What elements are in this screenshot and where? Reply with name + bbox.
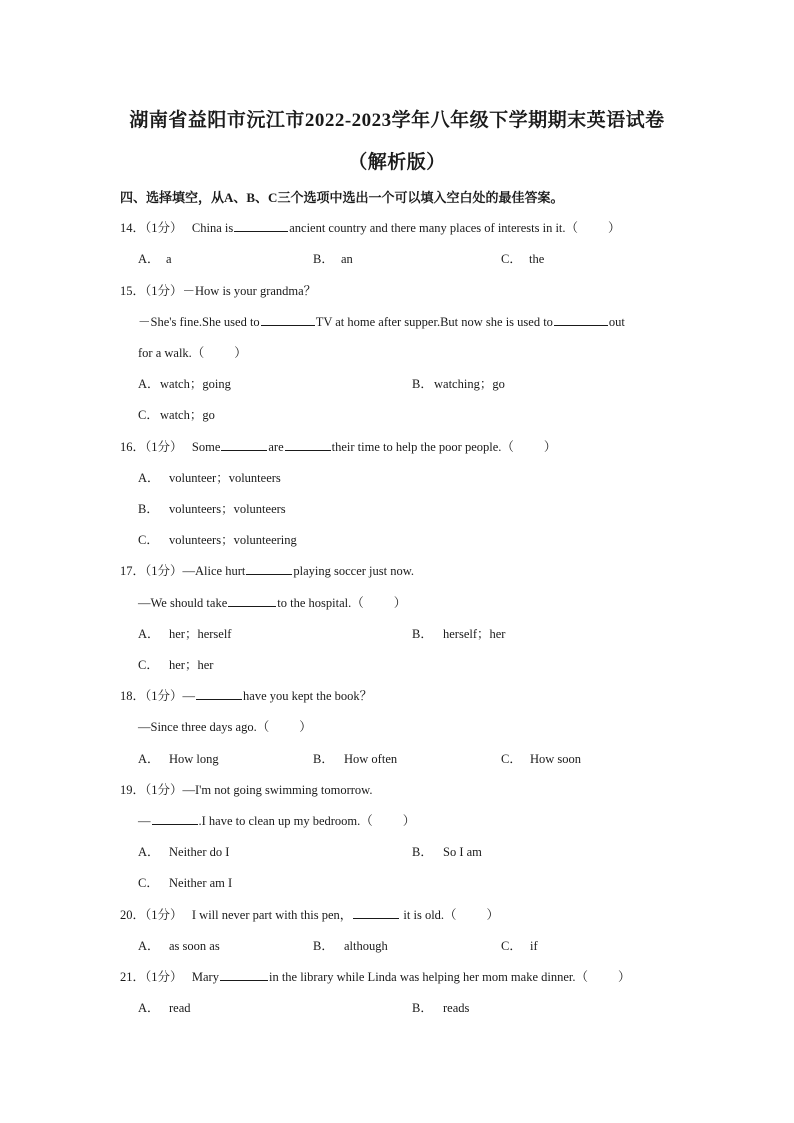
option-text: How soon (530, 752, 582, 766)
question-text: — (138, 814, 151, 828)
question-text: are (268, 440, 284, 454)
option-text: her；herself (169, 627, 232, 641)
option-text: herself；her (443, 627, 506, 641)
option-b (138, 499, 286, 517)
answer-blank (234, 218, 288, 232)
option-letter: C． (501, 939, 522, 953)
question-18 (120, 686, 372, 704)
option-b (412, 374, 505, 392)
option-text: So I am (443, 845, 482, 859)
question-number: 21．（1分） (120, 970, 183, 984)
question-number: 19．（1分） (120, 783, 183, 797)
option-a (138, 374, 231, 392)
option-letter: B． (412, 845, 433, 859)
option-letter: C． (501, 252, 522, 266)
option-text: volunteers；volunteers (169, 502, 286, 516)
option-letter: B． (412, 377, 433, 391)
question-20 (120, 905, 499, 923)
option-letter: B． (313, 939, 334, 953)
option-letter: A． (138, 1001, 160, 1015)
answer-blank (554, 312, 608, 326)
option-text: volunteers；volunteering (169, 533, 297, 547)
question-text: TV at home after supper.But now she is used to (315, 315, 553, 329)
option-letter: C． (501, 752, 522, 766)
question-text: to the hospital.（ (277, 596, 364, 610)
question-text: —We should take (138, 596, 228, 610)
option-c (138, 405, 215, 423)
answer-blank (246, 561, 292, 575)
question-15-line-2 (138, 312, 625, 330)
question-text: ） (486, 908, 500, 922)
question-16 (120, 437, 556, 455)
option-b (412, 624, 505, 642)
option-letter: A． (138, 377, 160, 391)
question-21 (120, 967, 631, 985)
option-a (138, 998, 191, 1016)
option-letter: B． (138, 502, 159, 516)
answer-blank (196, 686, 242, 700)
question-text: ） (543, 440, 557, 454)
question-number: 17．（1分） (120, 564, 183, 578)
option-c (501, 749, 581, 767)
question-text: —Since three days ago.（ (138, 720, 270, 734)
question-text: －How is your grandma？ (182, 284, 317, 298)
question-text: ） (608, 221, 621, 235)
option-a (138, 468, 281, 486)
question-text: — (182, 689, 196, 703)
option-letter: C． (138, 533, 159, 547)
option-text: read (169, 1001, 191, 1015)
question-number: 14．（1分） (120, 221, 183, 235)
option-text: reads (443, 1001, 470, 1015)
option-c (138, 655, 213, 673)
option-b (412, 998, 469, 1016)
option-text: Neither am I (169, 876, 233, 890)
question-text: it is old.（ (403, 908, 457, 922)
option-c (501, 936, 538, 954)
option-letter: A． (138, 471, 160, 485)
answer-blank (220, 967, 268, 981)
question-number: 18．（1分） (120, 689, 183, 703)
option-text: volunteer；volunteers (169, 471, 281, 485)
option-c (138, 530, 297, 548)
option-a (138, 749, 219, 767)
option-letter: C． (138, 658, 159, 672)
question-text: ancient country and there many places of interests in it.（ (289, 221, 579, 235)
question-17-line-2 (138, 593, 406, 611)
option-text: an (341, 252, 353, 266)
option-a (138, 936, 220, 954)
option-letter: A． (138, 845, 160, 859)
question-text: ） (618, 970, 631, 984)
answer-blank (221, 437, 267, 451)
option-letter: B． (313, 252, 334, 266)
question-number: 15．（1分） (120, 284, 183, 298)
option-b (313, 936, 388, 954)
option-text: as soon as (169, 939, 220, 953)
question-text: their time to help the poor people.（ (331, 440, 514, 454)
option-text: watch；going (160, 377, 231, 391)
option-text: the (529, 252, 545, 266)
question-14 (120, 218, 621, 236)
section-heading: 四、选择填空，从A、B、C三个选项中选出一个可以填入空白处的最佳答案。 (120, 190, 564, 205)
option-letter: B． (412, 627, 433, 641)
question-19 (120, 780, 373, 798)
option-text: a (166, 252, 172, 266)
question-number: 16．（1分） (120, 440, 183, 454)
option-text: Neither do I (169, 845, 230, 859)
option-letter: A． (138, 939, 160, 953)
question-text: －She's fine.She used to (138, 315, 260, 329)
option-text: her；her (169, 658, 214, 672)
document-subtitle: （解析版） (348, 152, 446, 173)
answer-blank (353, 905, 399, 919)
answer-blank (152, 811, 198, 825)
question-text: —I'm not going swimming tomorrow. (182, 783, 373, 797)
question-15 (120, 281, 316, 299)
option-c (138, 873, 232, 891)
option-text: although (344, 939, 388, 953)
question-text: I will never part with this pen， (191, 908, 353, 922)
option-b (412, 842, 482, 860)
option-text: How long (169, 752, 219, 766)
question-text: ） (393, 596, 407, 610)
answer-blank (228, 593, 276, 607)
question-text: ） (402, 814, 416, 828)
option-b (313, 749, 397, 767)
document-title: 湖南省益阳市沅江市2022-2023学年八年级下学期期末英语试卷 (129, 110, 665, 131)
answer-blank (285, 437, 331, 451)
question-text: for a walk.（ (138, 346, 205, 360)
question-text: —Alice hurt (182, 564, 246, 578)
option-letter: B． (412, 1001, 433, 1015)
question-text: ） (234, 346, 247, 360)
option-letter: B． (313, 752, 334, 766)
question-17 (120, 561, 414, 579)
answer-blank (261, 312, 315, 326)
question-18-line-2 (138, 717, 312, 735)
option-text: watching；go (434, 377, 505, 391)
option-a (138, 842, 229, 860)
question-text: .I have to clean up my bedroom.（ (198, 814, 373, 828)
question-text: China is (191, 221, 234, 235)
option-letter: C． (138, 408, 159, 422)
option-a (138, 249, 172, 267)
option-text: How often (344, 752, 398, 766)
question-text: in the library while Linda was helping her mom make dinner.（ (268, 970, 588, 984)
option-a (138, 624, 231, 642)
option-letter: C． (138, 876, 159, 890)
option-letter: A． (138, 627, 160, 641)
option-c (501, 249, 544, 267)
option-text: if (530, 939, 538, 953)
question-text: ） (299, 720, 312, 734)
question-text: playing soccer just now. (293, 564, 415, 578)
option-text: watch；go (160, 408, 215, 422)
option-letter: A． (138, 752, 160, 766)
question-text: out (608, 315, 625, 329)
question-text: have you kept the book？ (243, 689, 373, 703)
question-19-line-2 (138, 811, 415, 829)
option-b (313, 249, 353, 267)
question-text: Some (191, 440, 221, 454)
question-text: Mary (191, 970, 219, 984)
option-letter: A． (138, 252, 160, 266)
question-number: 20．（1分） (120, 908, 183, 922)
question-15-line-3 (138, 343, 247, 361)
